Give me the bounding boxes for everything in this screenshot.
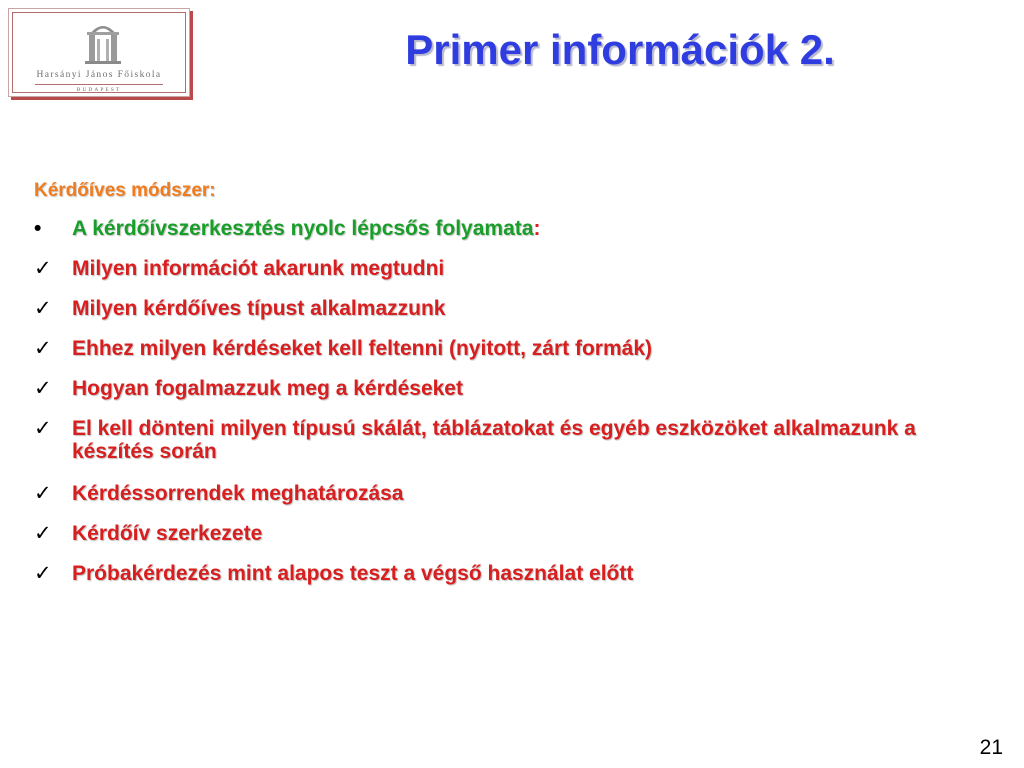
- bullet-text: A kérdőívszerkesztés nyolc lépcsős folyamata: [72, 217, 534, 240]
- check-icon: ✓: [34, 562, 52, 585]
- page-number: 21: [979, 736, 1003, 759]
- check-item: [34, 562, 994, 585]
- check-item-text: Kérdőív szerkezete: [72, 522, 263, 545]
- check-item: [34, 482, 994, 505]
- check-item-text: Milyen kérdőíves típust alkalmazzunk: [72, 297, 446, 320]
- check-icon: ✓: [34, 377, 52, 400]
- check-item: [34, 337, 994, 360]
- check-item-text: Próbakérdezés mint alapos teszt a végső használat előtt: [72, 562, 634, 585]
- check-item: [34, 377, 994, 400]
- check-icon: ✓: [34, 482, 52, 505]
- check-item-text: Milyen információt akarunk megtudni: [72, 257, 445, 280]
- section-heading: Kérdőíves módszer:: [34, 180, 216, 201]
- main-bullet: [34, 217, 994, 240]
- check-item: [34, 522, 994, 545]
- building-icon: [83, 17, 123, 65]
- school-logo: [8, 8, 190, 97]
- logo-city: BUDAPEST: [76, 87, 122, 93]
- bullet-marker: •: [34, 217, 42, 240]
- check-item: [34, 257, 994, 280]
- check-icon: ✓: [34, 257, 52, 280]
- check-icon: ✓: [34, 297, 52, 320]
- check-item: [34, 417, 994, 463]
- bullet-colon: :: [533, 217, 541, 240]
- slide-title: Primer információk 2.: [405, 26, 835, 73]
- check-icon: ✓: [34, 337, 52, 360]
- check-item-text: Hogyan fogalmazzuk meg a kérdéseket: [72, 377, 463, 400]
- check-item: [34, 297, 994, 320]
- check-icon: ✓: [34, 417, 52, 440]
- check-item-text: Ehhez milyen kérdéseket kell feltenni (nyitott, zárt formák): [72, 337, 652, 360]
- logo-divider: [35, 84, 163, 85]
- check-icon: ✓: [34, 522, 52, 545]
- slide-content: [34, 180, 994, 602]
- check-item-text: El kell dönteni milyen típusú skálát, táblázatokat és egyéb eszközöket alkalmazunk a készítés során: [72, 417, 916, 463]
- check-item-text: Kérdéssorrendek meghatározása: [72, 482, 404, 505]
- logo-name: Harsányi János Főiskola: [36, 70, 162, 80]
